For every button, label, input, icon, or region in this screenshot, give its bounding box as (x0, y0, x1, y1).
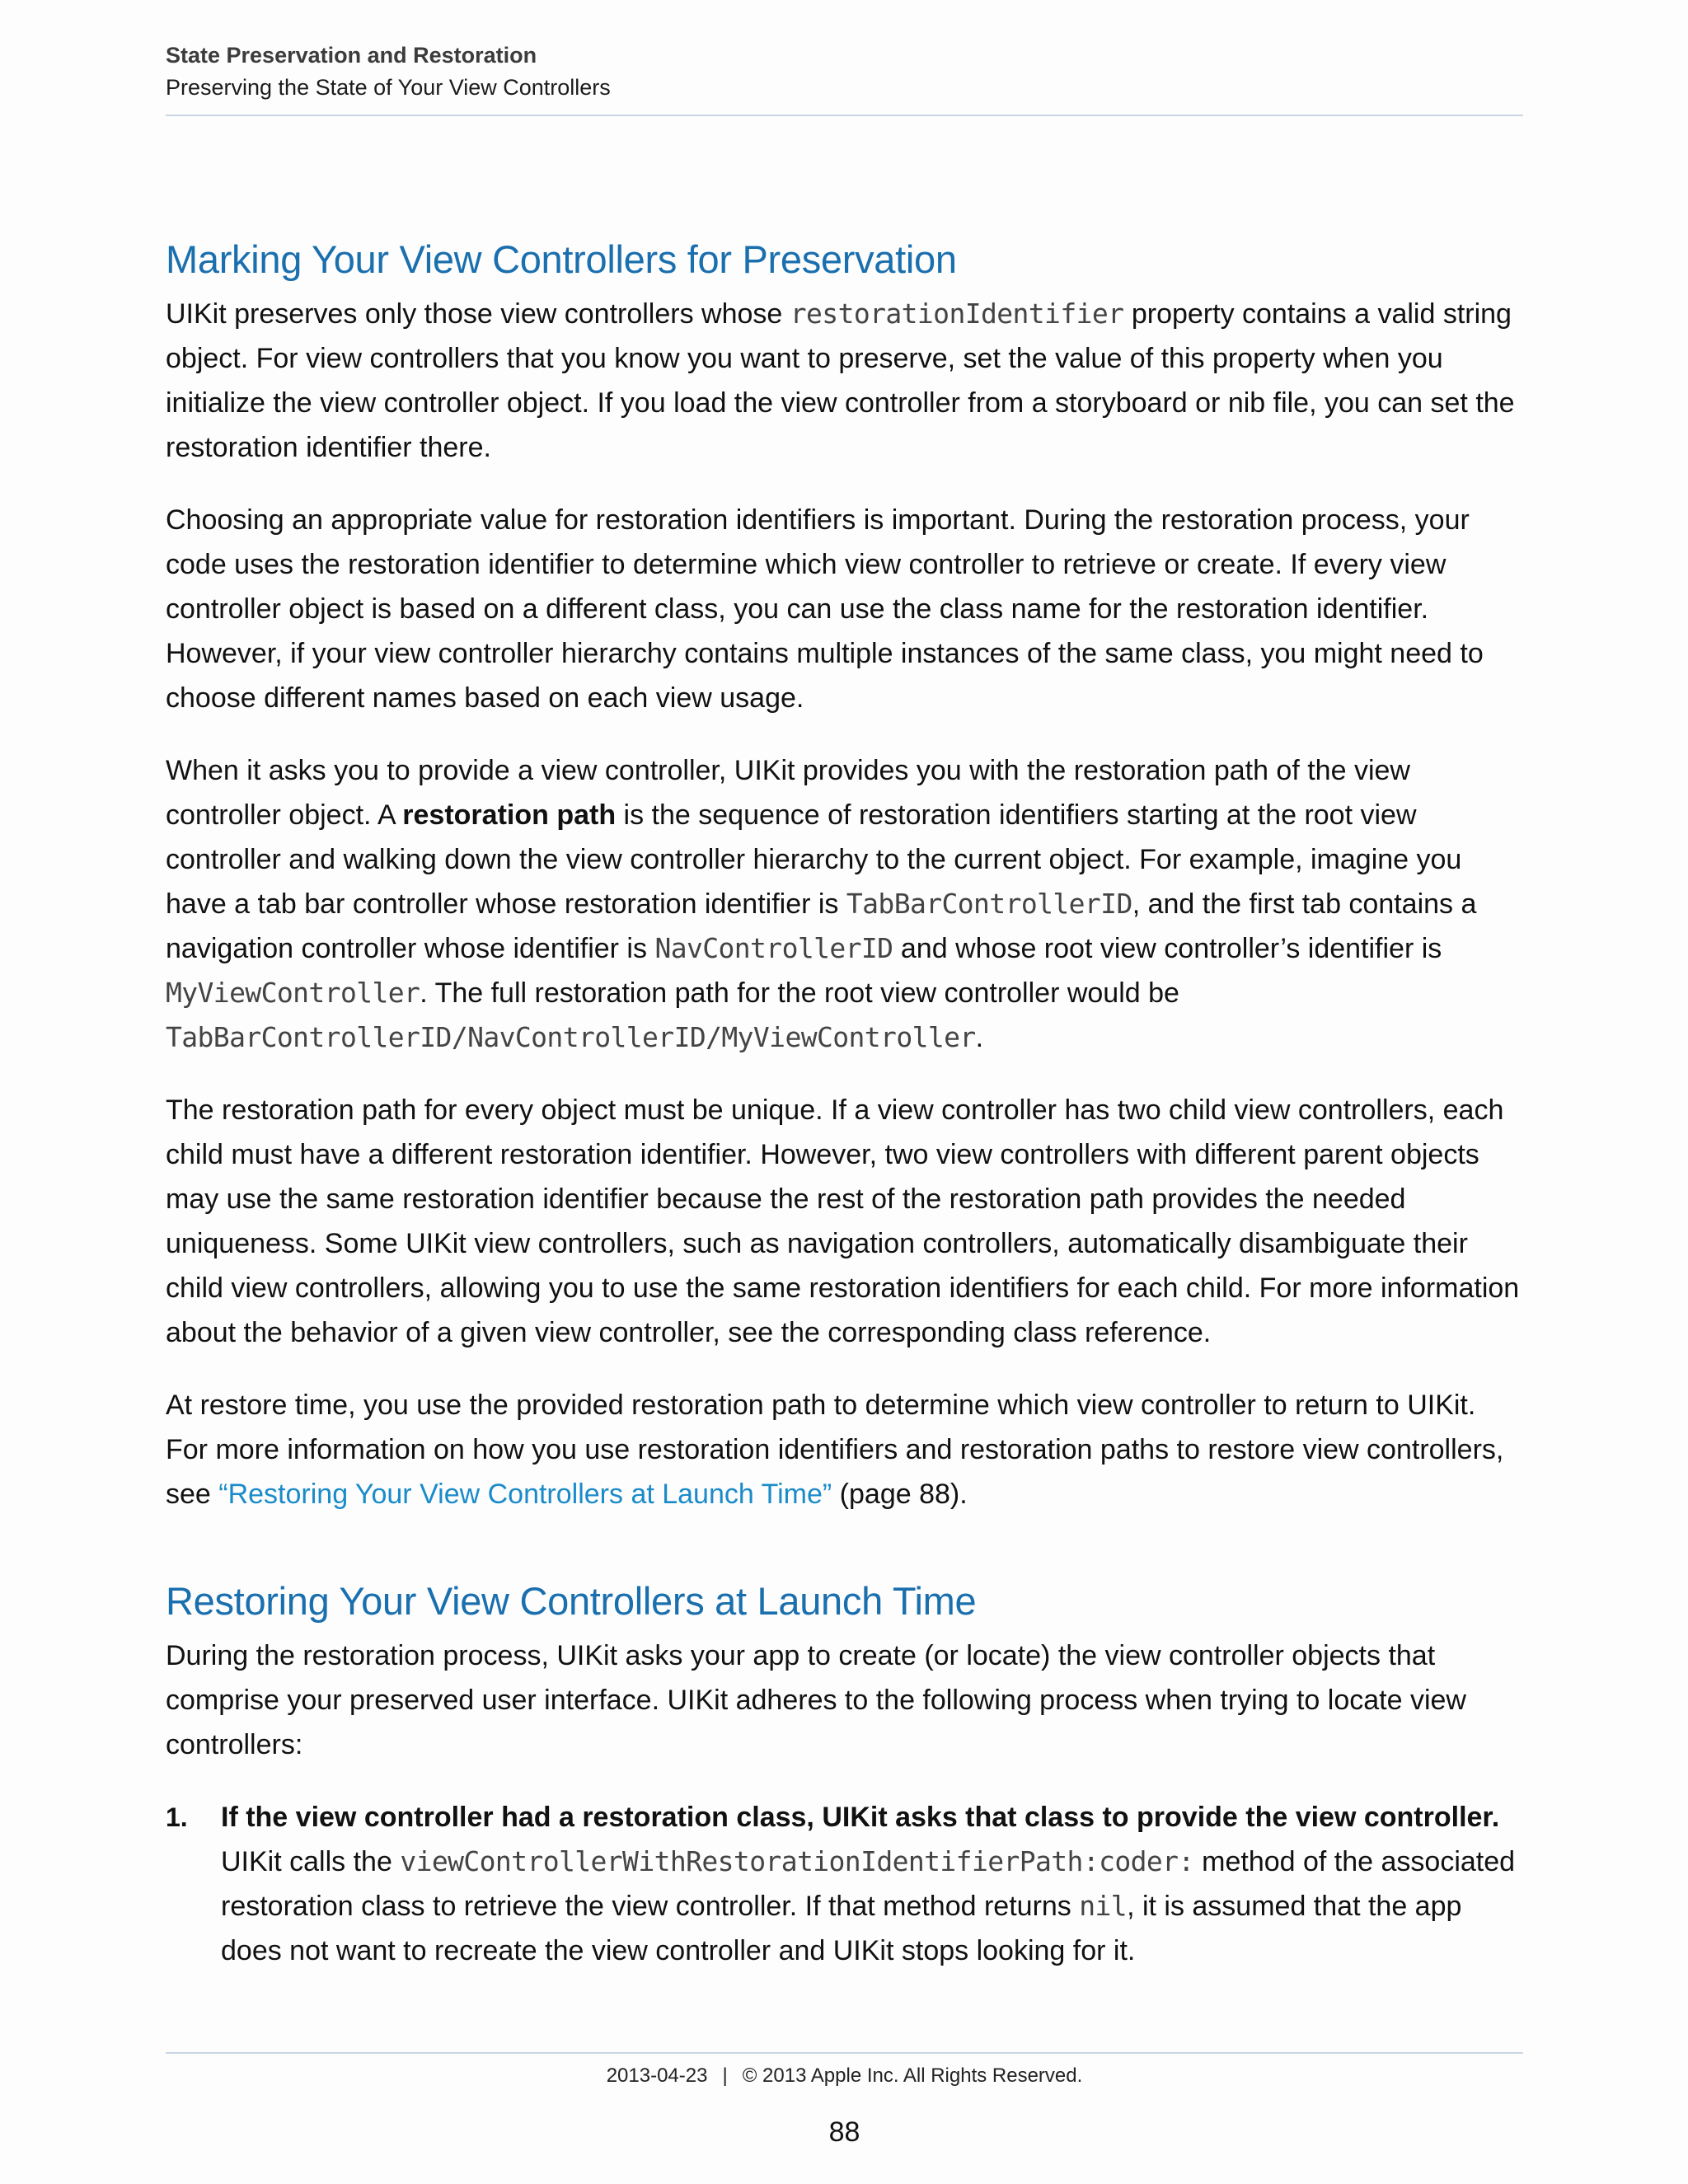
page-number: 88 (828, 2116, 860, 2148)
paragraph-4: The restoration path for every object must be unique. If a view controller has two child view controllers, each child must have a different restoration identifier. However, two view controllers with different parent objects may use the same restoration identifier because the rest of the restoration path provides the needed uniqueness. Some UIKit view controllers, such as navigation controllers, automatically disambiguate their child view controllers, allowing you to use the same restoration identifiers for each child. For more information about the behavior of a given view controller, see the corresponding class reference. (166, 1094, 1520, 1348)
section-title: Preserving the State of Your View Controllers (166, 75, 611, 100)
section-heading: Restoring Your View Controllers at Launch Time (166, 1579, 977, 1623)
list-number: 1. (166, 1802, 188, 1832)
text-run: method of the associated restoration class to retrieve the view controller. If that method returns (221, 1846, 1516, 1922)
text-run: (page 88). (832, 1479, 968, 1510)
paragraph-5 (166, 1383, 1523, 1516)
code-tab-bar-controller-id: TabBarControllerID (846, 888, 1132, 920)
code-restoration-identifier: restorationIdentifier (790, 298, 1124, 330)
footer-copyright: © 2013 Apple Inc. All Rights Reserved. (742, 2064, 1083, 2087)
text-run: . (975, 1022, 984, 1053)
section-restoring-view-controllers (166, 1572, 1523, 2001)
running-header (166, 40, 1523, 104)
header-rule (166, 115, 1523, 116)
footer-separator: | (722, 2064, 728, 2087)
code-full-restoration-path: TabBarControllerID/NavControllerID/MyViewController (166, 1021, 976, 1053)
text-run: , and the first tab contains a navigation controller whose identifier is (166, 888, 1477, 964)
chapter-title: State Preservation and Restoration (166, 43, 537, 68)
footer (166, 2064, 1523, 2088)
section-heading: Marking Your View Controllers for Preservation (166, 237, 957, 281)
text-run: At restore time, you use the provided restoration path to determine which view controller to return to UIKit. For more information on how you use restoration identifiers and restoration paths to restore view controllers, see (166, 1390, 1504, 1510)
text-run: UIKit calls the (221, 1846, 401, 1877)
code-nav-controller-id: NavControllerID (654, 932, 893, 964)
text-run: property contains a valid string object. For view controllers that you know you want to preserve, set the value of this property when you initialize the view controller object. If you load the view controller from a storyboard or nib file, you can set the restoration identifier there. (166, 298, 1515, 463)
cross-reference-link[interactable]: “Restoring Your View Controllers at Launch Time” (218, 1479, 832, 1510)
list-item (166, 1795, 1523, 1973)
code-nil: nil (1079, 1890, 1128, 1922)
text-run: . The full restoration path for the root view controller would be (420, 977, 1179, 1009)
code-method-name: viewControllerWithRestorationIdentifierPath:coder: (400, 1845, 1194, 1877)
text-run: UIKit preserves only those view controllers whose (166, 298, 790, 330)
footer-rule (166, 2052, 1523, 2054)
text-run: , it is assumed that the app does not want to recreate the view controller and UIKit stops looking for it. (221, 1891, 1462, 1966)
term-restoration-path: restoration path (402, 799, 617, 831)
text-run: is the sequence of restoration identifiers starting at the root view controller and walking down the view controller hierarchy to the current object. For example, imagine you have a tab bar controller whose restoration identifier is (166, 799, 1462, 920)
step-lead: If the view controller had a restoration class, UIKit asks that class to provide the view controller. (221, 1802, 1500, 1833)
section-marking-view-controllers (166, 231, 1523, 1544)
text-run: When it asks you to provide a view controller, UIKit provides you with the restoration path of the view controller object. A (166, 755, 1410, 831)
paragraph-2: Choosing an appropriate value for restoration identifiers is important. During the restoration process, your code uses the restoration identifier to determine which view controller to retrieve or create. If every view controller object is based on a different class, you can use the class name for the restoration identifier. However, if your view controller hierarchy contains multiple instances of the same class, you might need to choose different names based on each view usage. (166, 504, 1484, 714)
paragraph-intro: During the restoration process, UIKit asks your app to create (or locate) the view controller objects that comprise your preserved user interface. UIKit adheres to the following process when trying to locate view controllers: (166, 1640, 1466, 1760)
paragraph-1 (166, 292, 1523, 470)
paragraph-3 (166, 748, 1523, 1060)
code-my-view-controller: MyViewController (166, 977, 420, 1009)
text-run: and whose root view controller’s identifier is (893, 933, 1442, 964)
footer-date: 2013-04-23 (606, 2064, 708, 2087)
